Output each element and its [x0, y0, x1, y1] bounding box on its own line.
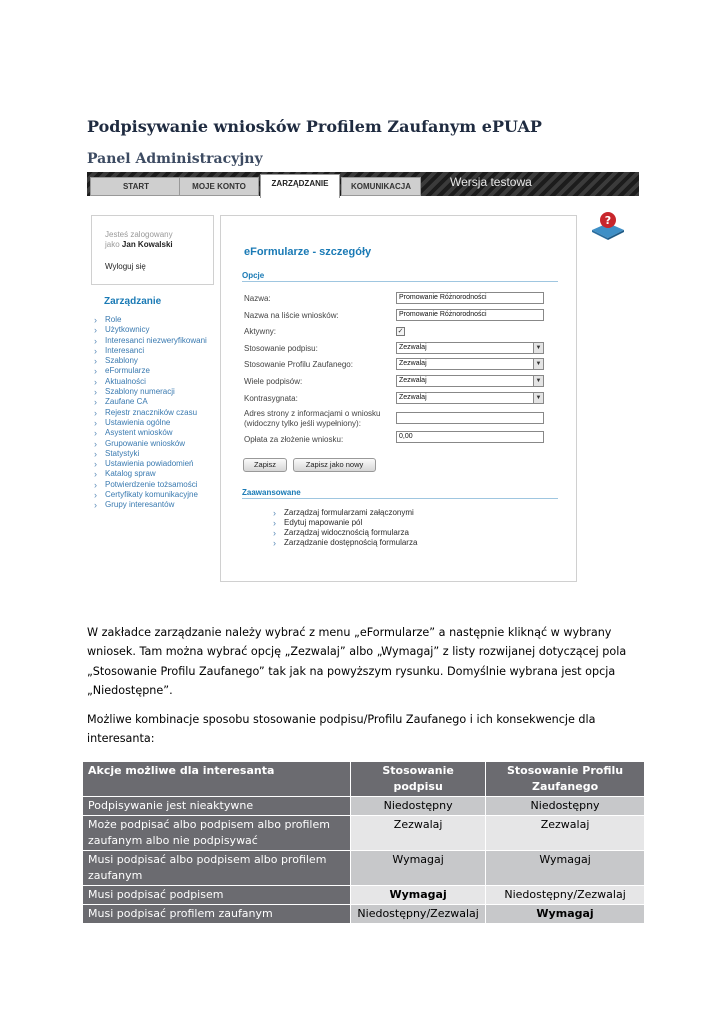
login-box [91, 215, 214, 285]
login-prefix: jako [105, 240, 120, 249]
sidebar-item-clients[interactable]: › Interesanci [94, 346, 214, 356]
header-signature-usage: Stosowanie podpisu [351, 762, 486, 797]
tab-communication[interactable]: KOMUNIKACJA [341, 177, 421, 196]
multiple-signatures-label: Wiele podpisów: [244, 377, 303, 386]
sidebar-item-application-assistant[interactable]: › Asystent wniosków [94, 428, 214, 438]
info-url-label-line1: Adres strony z informacjami o wniosku [244, 409, 381, 418]
row-signature-value: Zezwalaj [351, 816, 486, 851]
sidebar-item-trusted-ca[interactable]: › Zaufane CA [94, 397, 214, 407]
countersignature-select[interactable] [396, 392, 544, 404]
save-button[interactable]: Zapisz [243, 458, 287, 472]
document-title: Podpisywanie wniosków Profilem Zaufanym ePUAP [87, 117, 542, 136]
fee-input[interactable]: 0,00 [396, 431, 544, 443]
row-action: Może podpisać albo podpisem albo profilem zaufanym albo nie podpisywać [83, 816, 351, 851]
row-signature-value: Niedostępny [351, 797, 486, 816]
sidebar-item-general-settings[interactable]: › Ustawienia ogólne [94, 418, 214, 428]
admin-navbar [87, 172, 639, 196]
name-input[interactable]: Promowanie Różnorodności [396, 292, 544, 304]
signature-usage-select[interactable] [396, 342, 544, 354]
document-subtitle: Panel Administracyjny [87, 151, 263, 167]
sidebar-item-templates[interactable]: › Szablony [94, 356, 214, 366]
row-signature-value: Wymagaj [351, 851, 486, 886]
chevron-down-icon: ▼ [533, 343, 543, 353]
sidebar-item-timestamp-registry[interactable]: › Rejestr znaczników czasu [94, 408, 214, 418]
row-profile-value: Niedostępny [486, 797, 645, 816]
help-icon[interactable] [590, 210, 626, 240]
tab-start[interactable]: START [90, 177, 182, 196]
table-header-row [83, 762, 645, 797]
row-profile-value: Niedostępny/Zezwalaj [486, 886, 645, 905]
active-checkbox[interactable]: ✓ [397, 328, 404, 335]
eform-details-panel [220, 215, 577, 582]
combinations-table [82, 761, 645, 924]
row-signature-value: Wymagaj [351, 886, 486, 905]
list-name-label: Nazwa na liście wniosków: [244, 311, 339, 320]
chevron-down-icon: ▼ [533, 393, 543, 403]
multiple-signatures-select[interactable] [396, 375, 544, 387]
sidebar-item-application-grouping[interactable]: › Grupowanie wniosków [94, 439, 214, 449]
trusted-profile-label: Stosowanie Profilu Zaufanego: [244, 360, 353, 369]
manage-form-availability-link[interactable]: › Zarządzanie dostępnością formularza [273, 538, 417, 548]
countersignature-value: Zezwalaj [399, 394, 427, 401]
svg-text:?: ? [604, 214, 612, 227]
chevron-down-icon: ▼ [533, 359, 543, 369]
save-as-new-button[interactable]: Zapisz jako nowy [293, 458, 376, 472]
fee-label: Opłata za złożenie wniosku: [244, 435, 344, 444]
eform-details-title: eFormularze - szczegóły [244, 246, 372, 258]
row-action: Musi podpisać podpisem [83, 886, 351, 905]
header-actions: Akcje możliwe dla interesanta [83, 762, 351, 797]
list-name-input[interactable]: Promowanie Różnorodności [396, 309, 544, 321]
table-row [83, 797, 645, 816]
sidebar-menu [94, 315, 214, 511]
manage-form-visibility-link[interactable]: › Zarządzaj widocznością formularza [273, 528, 417, 538]
info-url-input[interactable] [396, 412, 544, 424]
sidebar-item-identity-confirmation[interactable]: › Potwierdzenie tożsamości [94, 480, 214, 490]
row-action: Podpisywanie jest nieaktywne [83, 797, 351, 816]
sidebar-item-role[interactable]: › Role [94, 315, 214, 325]
countersignature-label: Kontrasygnata: [244, 394, 298, 403]
row-action: Musi podpisać albo podpisem albo profilem zaufanym [83, 851, 351, 886]
login-user-name: Jan Kowalski [121, 240, 173, 249]
section-options-heading: Opcje [242, 271, 558, 282]
table-row [83, 886, 645, 905]
row-profile-value: Wymagaj [486, 905, 645, 924]
sidebar-item-statistics[interactable]: › Statystyki [94, 449, 214, 459]
table-row [83, 816, 645, 851]
row-signature-value: Niedostępny/Zezwalaj [351, 905, 486, 924]
table-row [83, 905, 645, 924]
manage-attached-forms-link[interactable]: › Zarządzaj formularzami załączonymi [273, 508, 417, 518]
version-label: Wersja testowa [450, 175, 532, 189]
multiple-signatures-value: Zezwalaj [399, 377, 427, 384]
logout-link[interactable]: Wyloguj się [105, 262, 146, 271]
sidebar-item-client-groups[interactable]: › Grupy interesantów [94, 500, 214, 510]
sidebar-item-notification-settings[interactable]: › Ustawienia powiadomień [94, 459, 214, 469]
login-user-line [105, 240, 173, 249]
sidebar-heading: Zarządzanie [104, 296, 162, 307]
header-trusted-profile-usage: Stosowanie Profilu Zaufanego [486, 762, 645, 797]
sidebar-item-communication-certificates[interactable]: › Certyfikaty komunikacyjne [94, 490, 214, 500]
signature-usage-value: Zezwalaj [399, 344, 427, 351]
paragraph-combinations: Możliwe kombinacje sposobu stosowanie podpisu/Profilu Zaufanego i ich konsekwencje dla interesanta: [87, 713, 596, 746]
sidebar-item-unverified-clients[interactable]: › Interesanci niezweryfikowani [94, 336, 214, 346]
table-row [83, 851, 645, 886]
active-label: Aktywny: [244, 327, 277, 336]
paragraph-instructions: W zakładce zarządzanie należy wybrać z menu „eFormularze” a następnie kliknąć w wybrany wniosek. Tam można wybrać opcję „Zezwalaj” albo „Wymagaj” z listy rozwijanej dotyczącej pola „Stosowanie Profilu Zaufanego” tak jak na powyższym rysunku. Domyślnie wybrana jest opcja „Niedostępne”. [87, 626, 627, 698]
edit-field-mapping-link[interactable]: › Edytuj mapowanie pól [273, 518, 417, 528]
sidebar-item-users[interactable]: › Użytkownicy [94, 325, 214, 335]
section-advanced-heading: Zaawansowane [242, 488, 558, 499]
row-action: Musi podpisać profilem zaufanym [83, 905, 351, 924]
chevron-down-icon: ▼ [533, 376, 543, 386]
sidebar-item-numbering-templates[interactable]: › Szablony numeracji [94, 387, 214, 397]
sidebar-item-case-catalog[interactable]: › Katalog spraw [94, 469, 214, 479]
name-label: Nazwa: [244, 294, 271, 303]
trusted-profile-select[interactable] [396, 358, 544, 370]
sidebar-item-eforms[interactable]: › eFormularze [94, 366, 214, 376]
info-url-label-line2: (widoczny tylko jeśli wypełniony): [244, 419, 361, 428]
row-profile-value: Zezwalaj [486, 816, 645, 851]
tab-my-account[interactable]: MOJE KONTO [179, 177, 259, 196]
login-status: Jesteś zalogowany [105, 230, 173, 239]
signature-usage-label: Stosowanie podpisu: [244, 344, 318, 353]
row-profile-value: Wymagaj [486, 851, 645, 886]
advanced-links [273, 508, 417, 548]
tab-management[interactable]: ZARZĄDZANIE [260, 174, 340, 198]
trusted-profile-value: Zezwalaj [399, 360, 427, 367]
sidebar-item-news[interactable]: › Aktualności [94, 377, 214, 387]
